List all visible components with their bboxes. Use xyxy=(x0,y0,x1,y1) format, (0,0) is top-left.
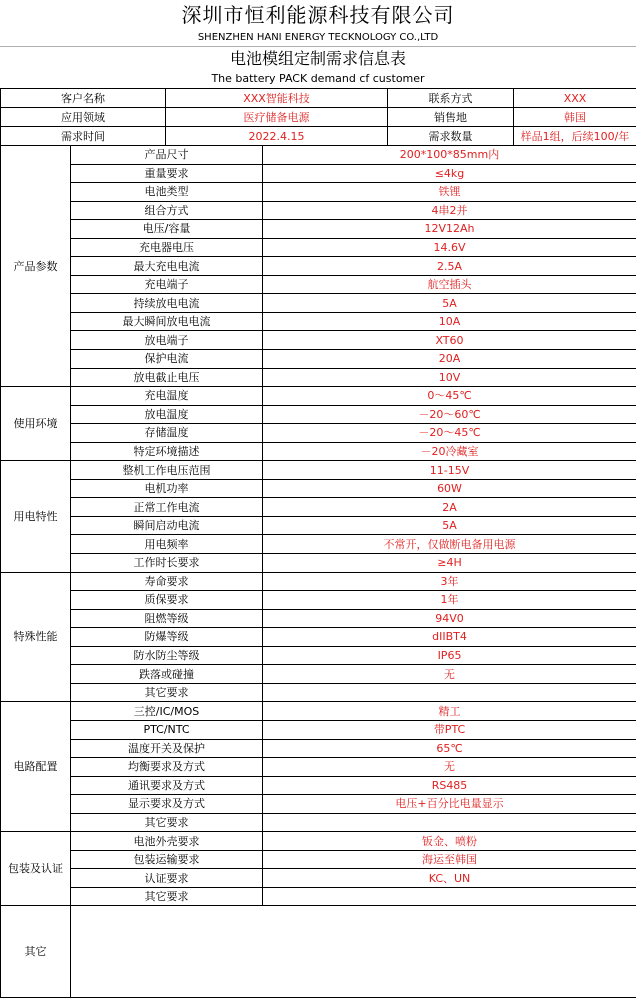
info-row-time xyxy=(1,127,636,146)
row-label: 三控/IC/MOS xyxy=(71,702,263,721)
table-row xyxy=(1,665,636,684)
table-row xyxy=(1,739,636,758)
row-value: 94V0 xyxy=(263,609,636,628)
row-label: 特定环境描述 xyxy=(71,442,263,461)
section-name: 特殊性能 xyxy=(1,572,71,702)
row-label: 温度开关及保护 xyxy=(71,739,263,758)
table-row xyxy=(1,813,636,832)
table-row xyxy=(1,164,636,183)
other-label: 其它 xyxy=(1,906,71,998)
row-value: 11-15V xyxy=(263,461,636,480)
row-value: 60W xyxy=(263,479,636,498)
section-name: 产品参数 xyxy=(1,146,71,387)
row-label: 电池外壳要求 xyxy=(71,832,263,851)
row-value: 10V xyxy=(263,368,636,387)
row-label: 充电器电压 xyxy=(71,238,263,257)
field-label: 应用领域 xyxy=(1,108,166,127)
row-label: 充电温度 xyxy=(71,387,263,406)
section-name: 用电特性 xyxy=(1,461,71,572)
table-row xyxy=(1,479,636,498)
section-name: 包装及认证 xyxy=(1,832,71,906)
row-label: 工作时长要求 xyxy=(71,554,263,573)
table-row xyxy=(1,220,636,239)
table-row xyxy=(1,535,636,554)
table-row xyxy=(1,350,636,369)
row-label: 正常工作电流 xyxy=(71,498,263,517)
table-row xyxy=(1,572,636,591)
row-value xyxy=(263,813,636,832)
row-label: 通讯要求及方式 xyxy=(71,776,263,795)
row-label: 均衡要求及方式 xyxy=(71,758,263,777)
row-label: 瞬间启动电流 xyxy=(71,516,263,535)
row-value: 14.6V xyxy=(263,238,636,257)
row-label: 认证要求 xyxy=(71,869,263,888)
row-label: 最大充电电流 xyxy=(71,257,263,276)
row-label: 阻燃等级 xyxy=(71,609,263,628)
contact-value: XXX xyxy=(514,89,636,108)
row-value: 海运至韩国 xyxy=(263,850,636,869)
row-value: 5A xyxy=(263,516,636,535)
row-label: 存储温度 xyxy=(71,424,263,443)
row-label: 放电端子 xyxy=(71,331,263,350)
row-value: 电压+百分比电量显示 xyxy=(263,795,636,814)
table-row xyxy=(1,628,636,647)
table-row xyxy=(1,869,636,888)
row-value: 20A xyxy=(263,350,636,369)
row-label: 防爆等级 xyxy=(71,628,263,647)
table-row xyxy=(1,146,636,165)
row-label: 充电端子 xyxy=(71,275,263,294)
customer-label: 客户名称 xyxy=(1,89,166,108)
table-row xyxy=(1,442,636,461)
row-value: 无 xyxy=(263,665,636,684)
table-row xyxy=(1,887,636,906)
contact-label: 联系方式 xyxy=(388,89,514,108)
qty-label: 需求数量 xyxy=(388,127,514,146)
row-label: 防水防尘等级 xyxy=(71,646,263,665)
other-value xyxy=(71,906,636,998)
row-value: 无 xyxy=(263,758,636,777)
info-row-field xyxy=(1,108,636,127)
row-value: 200*100*85mm内 xyxy=(263,146,636,165)
row-value: 2.5A xyxy=(263,257,636,276)
row-label: 整机工作电压范围 xyxy=(71,461,263,480)
row-value: KC、UN xyxy=(263,869,636,888)
table-row xyxy=(1,405,636,424)
table-row xyxy=(1,776,636,795)
other-row xyxy=(1,906,636,998)
table-row xyxy=(1,850,636,869)
row-label: 最大瞬间放电电流 xyxy=(71,312,263,331)
row-label: 寿命要求 xyxy=(71,572,263,591)
table-row xyxy=(1,498,636,517)
table-row xyxy=(1,387,636,406)
table-row xyxy=(1,257,636,276)
row-value: 2A xyxy=(263,498,636,517)
row-label: PTC/NTC xyxy=(71,720,263,739)
row-value: 不常开，仅做断电备用电源 xyxy=(263,535,636,554)
row-label: 显示要求及方式 xyxy=(71,795,263,814)
row-label: 跌落或碰撞 xyxy=(71,665,263,684)
table-row xyxy=(1,461,636,480)
row-label: 电压/容量 xyxy=(71,220,263,239)
table-row xyxy=(1,646,636,665)
row-value: 3年 xyxy=(263,572,636,591)
row-value: －20～60℃ xyxy=(263,405,636,424)
row-label: 用电频率 xyxy=(71,535,263,554)
table-row xyxy=(1,683,636,702)
row-label: 组合方式 xyxy=(71,201,263,220)
row-value: 5A xyxy=(263,294,636,313)
company-name-en: SHENZHEN HANI ENERGY TECKNOLOGY CO.,LTD xyxy=(0,30,636,47)
form-title: 电池模组定制需求信息表 xyxy=(229,49,406,68)
row-value: 精工 xyxy=(263,702,636,721)
row-value: －20～45℃ xyxy=(263,424,636,443)
row-label: 持续放电电流 xyxy=(71,294,263,313)
table-row xyxy=(1,795,636,814)
market-value: 韩国 xyxy=(514,108,636,127)
row-value: 12V12Ah xyxy=(263,220,636,239)
row-label: 重量要求 xyxy=(71,164,263,183)
info-row-customer xyxy=(1,89,636,108)
table-row xyxy=(1,758,636,777)
table-row xyxy=(1,238,636,257)
company-name: 深圳市恒利能源科技有限公司 xyxy=(181,3,455,27)
row-value: ≤4kg xyxy=(263,164,636,183)
row-value: 10A xyxy=(263,312,636,331)
row-value: 铁锂 xyxy=(263,183,636,202)
field-value: 医疗储备电源 xyxy=(166,108,388,127)
table-row xyxy=(1,294,636,313)
row-label: 保护电流 xyxy=(71,350,263,369)
qty-value: 样品1组，后续100/年 xyxy=(514,127,636,146)
row-label: 放电截止电压 xyxy=(71,368,263,387)
table-row xyxy=(1,368,636,387)
row-value: 钣金、喷粉 xyxy=(263,832,636,851)
row-value: 65℃ xyxy=(263,739,636,758)
row-label: 电机功率 xyxy=(71,479,263,498)
row-label: 包装运输要求 xyxy=(71,850,263,869)
customer-value: XXX智能科技 xyxy=(166,89,388,108)
table-row xyxy=(1,183,636,202)
table-row xyxy=(1,832,636,851)
section-name: 电路配置 xyxy=(1,702,71,832)
row-label: 电池类型 xyxy=(71,183,263,202)
table-row xyxy=(1,201,636,220)
table-row xyxy=(1,720,636,739)
row-label: 其它要求 xyxy=(71,887,263,906)
row-value: 航空插头 xyxy=(263,275,636,294)
form-subtitle: The battery PACK demand cf customer xyxy=(211,72,425,85)
table-row xyxy=(1,591,636,610)
row-value: IP65 xyxy=(263,646,636,665)
table-row xyxy=(1,331,636,350)
table-row xyxy=(1,554,636,573)
row-label: 放电温度 xyxy=(71,405,263,424)
table-row xyxy=(1,275,636,294)
row-label: 产品尺寸 xyxy=(71,146,263,165)
row-value: ≥4H xyxy=(263,554,636,573)
row-label: 其它要求 xyxy=(71,813,263,832)
table-row xyxy=(1,609,636,628)
row-value: RS485 xyxy=(263,776,636,795)
time-label: 需求时间 xyxy=(1,127,166,146)
row-label: 其它要求 xyxy=(71,683,263,702)
table-row xyxy=(1,424,636,443)
table-row xyxy=(1,312,636,331)
table-row xyxy=(1,516,636,535)
time-value: 2022.4.15 xyxy=(166,127,388,146)
row-value: dIIBT4 xyxy=(263,628,636,647)
row-value: 1年 xyxy=(263,591,636,610)
table-row xyxy=(1,702,636,721)
requirements-table xyxy=(0,88,636,998)
row-value: 0～45℃ xyxy=(263,387,636,406)
row-label: 质保要求 xyxy=(71,591,263,610)
row-value: XT60 xyxy=(263,331,636,350)
market-label: 销售地 xyxy=(388,108,514,127)
row-value: 带PTC xyxy=(263,720,636,739)
row-value: －20冷藏室 xyxy=(263,442,636,461)
row-value xyxy=(263,683,636,702)
row-value: 4串2并 xyxy=(263,201,636,220)
row-value xyxy=(263,887,636,906)
section-name: 使用环境 xyxy=(1,387,71,461)
